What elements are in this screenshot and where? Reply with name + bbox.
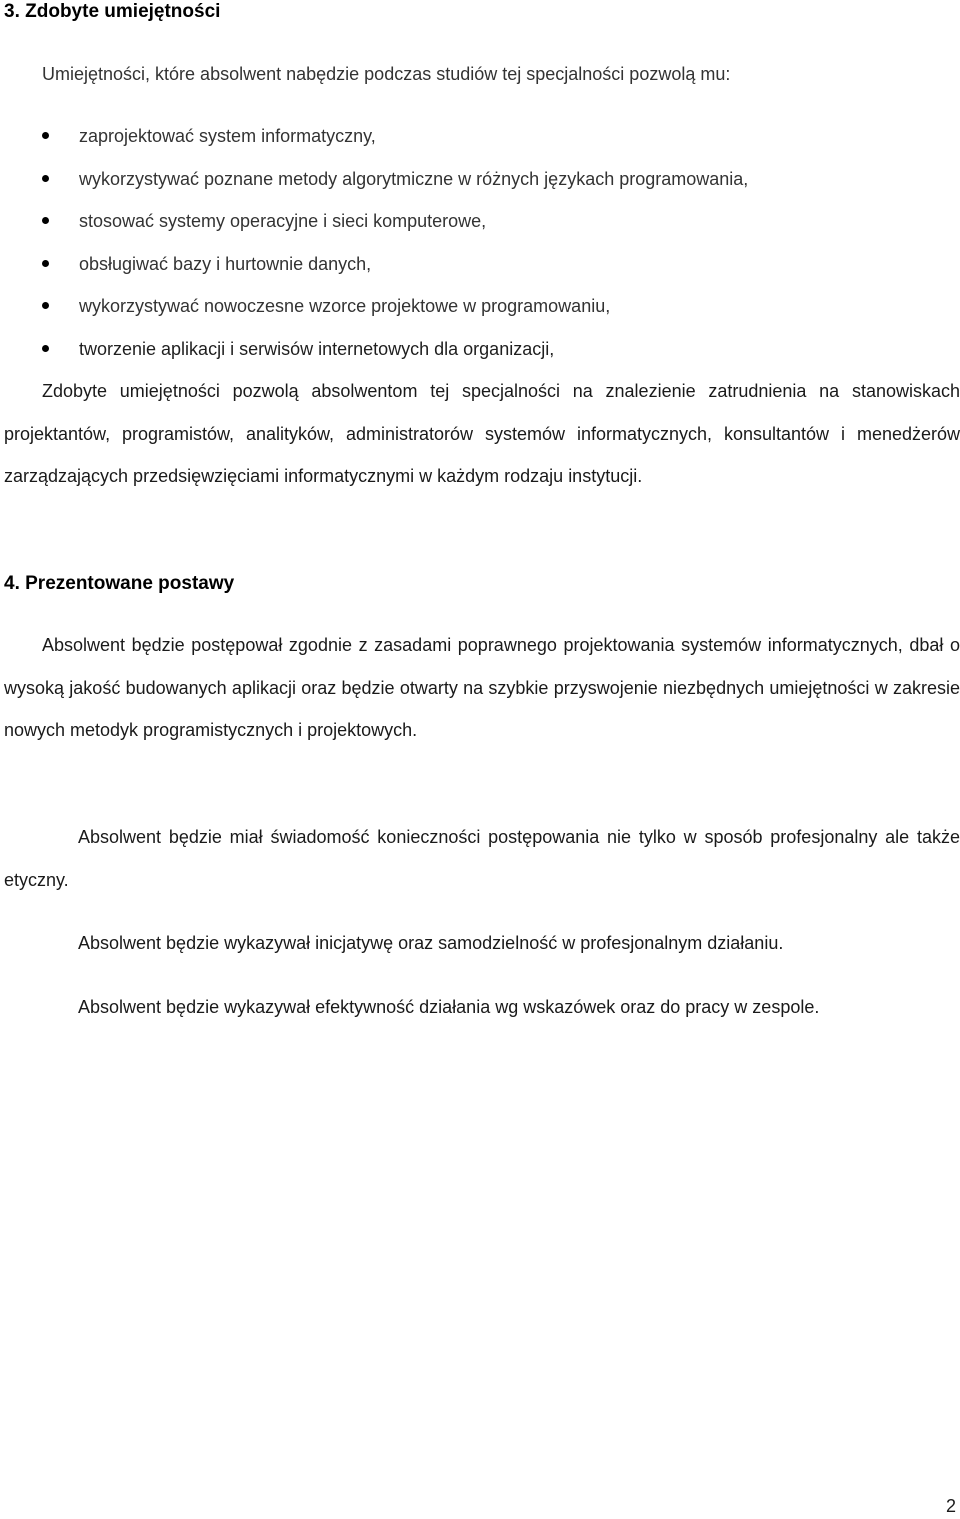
- list-item-text: wykorzystywać nowoczesne wzorce projektowe w programowaniu,: [79, 296, 611, 317]
- section-heading-attitudes: 4. Prezentowane postawy: [4, 573, 235, 594]
- skills-intro: Umiejętności, które absolwent nabędzie podczas studiów tej specjalności pozwolą mu:: [42, 64, 731, 84]
- list-item-text: zaprojektować system informatyczny,: [79, 126, 376, 146]
- list-item-text: tworzenie aplikacji i serwisów internetowych dla organizacji,: [79, 338, 555, 359]
- attitude-paragraph: Absolwent będzie postępował zgodnie z zasadami poprawnego projektowania systemów informatycznych, dbał o wysoką jakość budowanych aplikacji oraz będzie otwarty na szybkie przyswojenie niezbędnych umiejętności w zakresie nowych metodyk programistycznych i projektowych.: [4, 635, 960, 741]
- skills-summary-paragraph: Zdobyte umiejętności pozwolą absolwentom tej specjalności na znalezienie zatrudnienia na stanowiskach projektantów, programistów, analityków, administratorów systemów informatycznych, konsultantów i menedżerów zarządzających przedsięwzięciami informatycznymi w każdym rodzaju instytucji.: [4, 381, 960, 487]
- list-item-text: wykorzystywać poznane metody algorytmiczne w różnych językach programowania,: [79, 168, 749, 189]
- attitude-paragraph: Absolwent będzie miał świadomość konieczności postępowania nie tylko w sposób profesjonalny ale także etyczny.: [4, 827, 960, 890]
- list-item: [0, 252, 960, 295]
- page-number: 2: [945, 1496, 956, 1516]
- bullet-icon: [42, 345, 49, 352]
- bullet-icon: [42, 175, 49, 182]
- bullet-icon: [42, 302, 49, 309]
- bullet-icon: [42, 132, 49, 139]
- attitude-paragraph: Absolwent będzie wykazywał inicjatywę oraz samodzielność w profesjonalnym działaniu.: [78, 933, 784, 953]
- skills-list: [0, 124, 960, 380]
- list-item: [0, 124, 960, 167]
- list-item-text: stosować systemy operacyjne i sieci komputerowe,: [79, 211, 487, 232]
- attitude-paragraph: Absolwent będzie wykazywał efektywność działania wg wskazówek oraz do pracy w zespole.: [78, 997, 820, 1017]
- bullet-icon: [42, 260, 49, 267]
- section-heading-skills: 3. Zdobyte umiejętności: [4, 1, 221, 22]
- list-item-text: obsługiwać bazy i hurtownie danych,: [79, 253, 372, 274]
- list-item: [0, 294, 960, 337]
- list-item: [0, 167, 960, 210]
- list-item: [0, 209, 960, 252]
- bullet-icon: [42, 217, 49, 224]
